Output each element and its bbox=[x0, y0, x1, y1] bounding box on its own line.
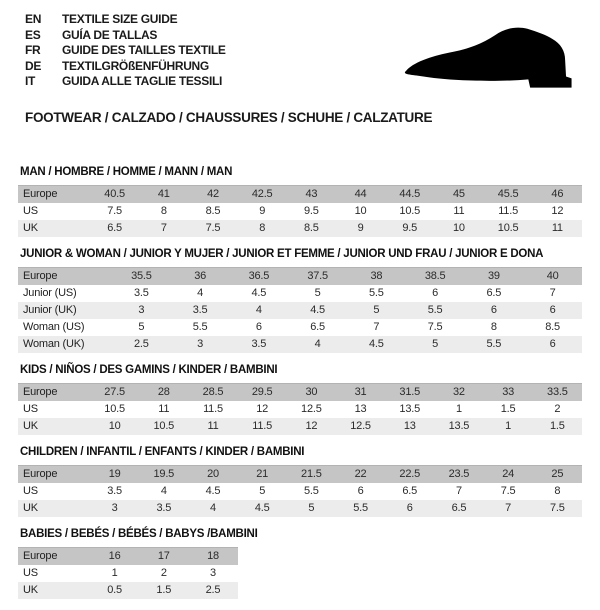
size-cell: 40 bbox=[546, 270, 559, 282]
size-cell: 5 bbox=[373, 304, 380, 316]
size-cell: 1 bbox=[455, 403, 462, 415]
size-cell: 45.5 bbox=[497, 188, 519, 200]
size-cell: 42.5 bbox=[251, 188, 273, 200]
size-cell: 6 bbox=[406, 502, 413, 514]
language-code: IT bbox=[25, 74, 36, 88]
size-table-row bbox=[18, 285, 582, 302]
size-cell: 13.5 bbox=[448, 420, 470, 432]
size-table-title: CHILDREN / INFANTIL / ENFANTS / KINDER / BAMBINI bbox=[20, 446, 305, 458]
size-cell: 45 bbox=[453, 188, 465, 200]
language-code: DE bbox=[25, 58, 42, 73]
size-cell: 2 bbox=[554, 403, 561, 415]
size-tables bbox=[18, 164, 588, 610]
size-cell: 36.5 bbox=[248, 270, 270, 282]
row-label: US bbox=[23, 567, 38, 579]
size-cell: 9 bbox=[357, 222, 364, 234]
language-row bbox=[25, 12, 226, 28]
size-cell: 33 bbox=[502, 386, 515, 398]
size-cell: 9.5 bbox=[402, 222, 418, 234]
language-list bbox=[25, 12, 226, 90]
size-table bbox=[18, 267, 582, 353]
row-label: UK bbox=[23, 584, 38, 596]
size-cell: 4.5 bbox=[369, 338, 384, 350]
size-cell: 1.5 bbox=[156, 584, 172, 596]
size-cell: 6 bbox=[357, 485, 364, 497]
dress-shoe-icon bbox=[388, 14, 584, 106]
size-cell: 46 bbox=[551, 188, 564, 200]
size-cell: 10 bbox=[453, 222, 465, 234]
size-cell: 23.5 bbox=[448, 468, 470, 480]
size-cell: 7 bbox=[549, 287, 556, 299]
language-row bbox=[25, 43, 226, 59]
size-cell: 5.5 bbox=[427, 304, 443, 316]
size-cell: 3 bbox=[138, 304, 145, 316]
size-cell: 5 bbox=[314, 287, 321, 299]
size-cell: 9.5 bbox=[304, 205, 319, 217]
size-cell: 44 bbox=[354, 188, 367, 200]
size-table-row bbox=[18, 203, 582, 220]
size-table bbox=[18, 383, 582, 435]
size-cell: 10 bbox=[354, 205, 367, 217]
size-cell: 7 bbox=[455, 485, 462, 497]
size-table-title: MAN / HOMBRE / HOMME / MANN / MAN bbox=[20, 166, 233, 178]
size-cell: 25 bbox=[551, 468, 564, 480]
size-cell: 2 bbox=[160, 567, 167, 579]
size-table-header-row bbox=[18, 548, 238, 566]
size-cell: 20 bbox=[207, 468, 219, 480]
language-code: ES bbox=[25, 27, 41, 42]
size-cell: 6.5 bbox=[402, 485, 418, 497]
size-cell: 2.5 bbox=[205, 584, 221, 596]
size-cell: 44.5 bbox=[399, 188, 421, 200]
size-cell: 7.5 bbox=[550, 502, 565, 514]
size-cell: 6 bbox=[432, 287, 439, 299]
size-cell: 5.5 bbox=[486, 338, 502, 350]
language-row bbox=[25, 59, 226, 75]
size-cell: 0.5 bbox=[107, 584, 122, 596]
size-cell: 5.5 bbox=[369, 287, 384, 299]
size-cell: 10.5 bbox=[399, 205, 421, 217]
size-table-header-row bbox=[18, 384, 582, 402]
size-cell: 4 bbox=[197, 287, 204, 299]
row-label: Europe bbox=[23, 386, 58, 398]
size-table-row bbox=[18, 565, 238, 582]
size-cell: 21.5 bbox=[301, 468, 322, 480]
size-cell: 2.5 bbox=[134, 338, 149, 350]
size-cell: 32 bbox=[453, 386, 465, 398]
row-label: UK bbox=[23, 420, 38, 432]
size-table-row bbox=[18, 336, 582, 353]
size-cell: 5 bbox=[432, 338, 439, 350]
size-cell: 19.5 bbox=[153, 468, 175, 480]
size-cell: 6.5 bbox=[486, 287, 502, 299]
size-cell: 9 bbox=[259, 205, 266, 217]
size-cell: 4 bbox=[255, 304, 262, 316]
row-label: Junior (UK) bbox=[23, 304, 77, 316]
size-cell: 4.5 bbox=[251, 287, 267, 299]
language-row bbox=[25, 74, 226, 90]
size-cell: 11.5 bbox=[252, 420, 273, 432]
size-table-section bbox=[18, 528, 588, 599]
row-label: Europe bbox=[23, 270, 58, 282]
size-table-header-row bbox=[18, 466, 582, 484]
size-cell: 3 bbox=[111, 502, 118, 514]
size-table-section bbox=[18, 166, 588, 237]
size-cell: 4.5 bbox=[310, 304, 325, 316]
size-cell: 12 bbox=[551, 205, 564, 217]
size-table bbox=[18, 547, 238, 599]
size-cell: 11 bbox=[207, 420, 219, 432]
size-cell: 7 bbox=[160, 222, 167, 234]
size-cell: 18 bbox=[207, 550, 219, 562]
size-cell: 3 bbox=[210, 567, 216, 579]
size-table bbox=[18, 465, 582, 517]
size-table-header-row bbox=[18, 268, 582, 286]
size-cell: 12.5 bbox=[301, 403, 322, 415]
size-cell: 37.5 bbox=[307, 270, 328, 282]
size-cell: 29.5 bbox=[251, 386, 273, 398]
size-cell: 6 bbox=[549, 304, 556, 316]
size-table bbox=[18, 185, 582, 237]
size-cell: 7.5 bbox=[427, 321, 443, 333]
size-cell: 3.5 bbox=[107, 485, 122, 497]
language-row bbox=[25, 28, 226, 44]
size-cell: 11.5 bbox=[203, 403, 223, 415]
size-cell: 10.5 bbox=[153, 420, 175, 432]
size-table-row bbox=[18, 483, 582, 500]
size-cell: 24 bbox=[502, 468, 515, 480]
size-cell: 1.5 bbox=[500, 403, 516, 415]
size-cell: 16 bbox=[108, 550, 121, 562]
size-cell: 8.5 bbox=[545, 321, 560, 333]
size-cell: 12 bbox=[256, 403, 269, 415]
size-cell: 11 bbox=[551, 222, 563, 234]
row-label: Europe bbox=[23, 468, 58, 480]
size-cell: 8.5 bbox=[304, 222, 319, 234]
size-cell: 10.5 bbox=[497, 222, 519, 234]
size-cell: 7.5 bbox=[205, 222, 221, 234]
size-cell: 39 bbox=[487, 270, 500, 282]
size-cell: 1 bbox=[505, 420, 512, 432]
size-cell: 5.5 bbox=[304, 485, 319, 497]
size-cell: 8 bbox=[554, 485, 561, 497]
size-cell: 8.5 bbox=[205, 205, 221, 217]
size-cell: 28.5 bbox=[202, 386, 224, 398]
size-cell: 3.5 bbox=[251, 338, 267, 350]
size-cell: 13 bbox=[354, 403, 367, 415]
size-cell: 6.5 bbox=[451, 502, 467, 514]
size-cell: 6.5 bbox=[310, 321, 325, 333]
row-label: Junior (US) bbox=[23, 287, 77, 299]
row-label: US bbox=[23, 403, 38, 415]
size-cell: 17 bbox=[157, 550, 170, 562]
size-cell: 5 bbox=[259, 485, 266, 497]
language-label: TEXTILGRÖßENFÜHRUNG bbox=[62, 58, 209, 73]
size-cell: 22.5 bbox=[399, 468, 421, 480]
size-table-row bbox=[18, 401, 582, 418]
size-cell: 27.5 bbox=[104, 386, 125, 398]
size-cell: 21 bbox=[256, 468, 269, 480]
row-label: US bbox=[23, 205, 38, 217]
size-table-section bbox=[18, 446, 588, 517]
language-label: GUIDE DES TAILLES TEXTILE bbox=[62, 43, 226, 57]
size-table-section bbox=[18, 248, 588, 353]
size-cell: 38.5 bbox=[424, 270, 446, 282]
size-table-row bbox=[18, 418, 582, 435]
size-cell: 35.5 bbox=[131, 270, 152, 282]
size-cell: 41 bbox=[157, 188, 170, 200]
row-label: Woman (UK) bbox=[23, 338, 85, 350]
size-cell: 33.5 bbox=[547, 386, 568, 398]
size-cell: 5.5 bbox=[192, 321, 208, 333]
size-cell: 13 bbox=[403, 420, 416, 432]
size-cell: 8 bbox=[490, 321, 497, 333]
size-cell: 10 bbox=[108, 420, 121, 432]
size-table-row bbox=[18, 220, 582, 237]
language-code: FR bbox=[25, 43, 41, 57]
size-table-row bbox=[18, 302, 582, 319]
size-cell: 7 bbox=[505, 502, 512, 514]
size-table-title: KIDS / NIÑOS / DES GAMINS / KINDER / BAMBINI bbox=[20, 364, 278, 376]
size-cell: 1.5 bbox=[550, 420, 565, 432]
size-cell: 12.5 bbox=[350, 420, 371, 432]
size-table-header-row bbox=[18, 186, 582, 204]
row-label: Europe bbox=[23, 188, 58, 200]
size-cell: 6 bbox=[255, 321, 262, 333]
size-cell: 3.5 bbox=[134, 287, 149, 299]
language-label: GUÍA DE TALLAS bbox=[62, 27, 158, 42]
size-cell: 40.5 bbox=[104, 188, 125, 200]
row-label: Europe bbox=[23, 550, 58, 562]
size-table-title: BABIES / BEBÉS / BÉBÉS / BABYS /BAMBINI bbox=[20, 528, 258, 540]
size-cell: 43 bbox=[305, 188, 318, 200]
size-cell: 12 bbox=[305, 420, 318, 432]
size-cell: 22 bbox=[354, 468, 367, 480]
size-cell: 13.5 bbox=[399, 403, 421, 415]
row-label: UK bbox=[23, 502, 38, 514]
size-table-row bbox=[18, 582, 238, 599]
row-label: Woman (US) bbox=[23, 321, 85, 333]
size-cell: 42 bbox=[207, 188, 219, 200]
size-cell: 5 bbox=[308, 502, 315, 514]
size-cell: 31.5 bbox=[399, 386, 421, 398]
size-cell: 7.5 bbox=[107, 205, 122, 217]
size-cell: 8 bbox=[160, 205, 167, 217]
size-cell: 4 bbox=[314, 338, 321, 350]
size-cell: 11 bbox=[158, 403, 170, 415]
row-label: UK bbox=[23, 222, 38, 234]
category-title: FOOTWEAR / CALZADO / CHAUSSURES / SCHUHE / CALZATURE bbox=[25, 110, 433, 125]
size-cell: 19 bbox=[108, 468, 121, 480]
size-cell: 6.5 bbox=[107, 222, 122, 234]
size-cell: 11.5 bbox=[498, 205, 518, 217]
size-cell: 3 bbox=[197, 338, 204, 350]
size-cell: 5.5 bbox=[353, 502, 368, 514]
size-cell: 7 bbox=[373, 321, 380, 333]
size-cell: 6 bbox=[490, 304, 497, 316]
language-label: GUIDA ALLE TAGLIE TESSILI bbox=[62, 74, 223, 88]
size-cell: 8 bbox=[259, 222, 266, 234]
size-table-row bbox=[18, 319, 582, 336]
size-cell: 6 bbox=[549, 338, 556, 350]
size-cell: 3.5 bbox=[192, 304, 208, 316]
size-cell: 1 bbox=[111, 567, 118, 579]
language-code: EN bbox=[25, 12, 42, 26]
row-label: US bbox=[23, 485, 38, 497]
size-cell: 38 bbox=[370, 270, 383, 282]
size-cell: 5 bbox=[138, 321, 145, 333]
size-cell: 7.5 bbox=[500, 485, 516, 497]
size-cell: 4 bbox=[160, 485, 167, 497]
size-cell: 3.5 bbox=[156, 502, 172, 514]
size-cell: 4.5 bbox=[254, 502, 270, 514]
size-cell: 31 bbox=[354, 386, 367, 398]
size-cell: 30 bbox=[305, 386, 318, 398]
size-cell: 4 bbox=[210, 502, 216, 514]
size-cell: 4.5 bbox=[205, 485, 221, 497]
size-cell: 11 bbox=[453, 205, 465, 217]
size-table-section bbox=[18, 364, 588, 435]
size-cell: 36 bbox=[194, 270, 207, 282]
size-table-title: JUNIOR & WOMAN / JUNIOR Y MUJER / JUNIOR ET FEMME / JUNIOR UND FRAU / JUNIOR E DONA bbox=[20, 248, 544, 260]
size-table-row bbox=[18, 500, 582, 517]
size-cell: 28 bbox=[157, 386, 170, 398]
language-label: TEXTILE SIZE GUIDE bbox=[62, 12, 178, 26]
size-cell: 10.5 bbox=[104, 403, 125, 415]
